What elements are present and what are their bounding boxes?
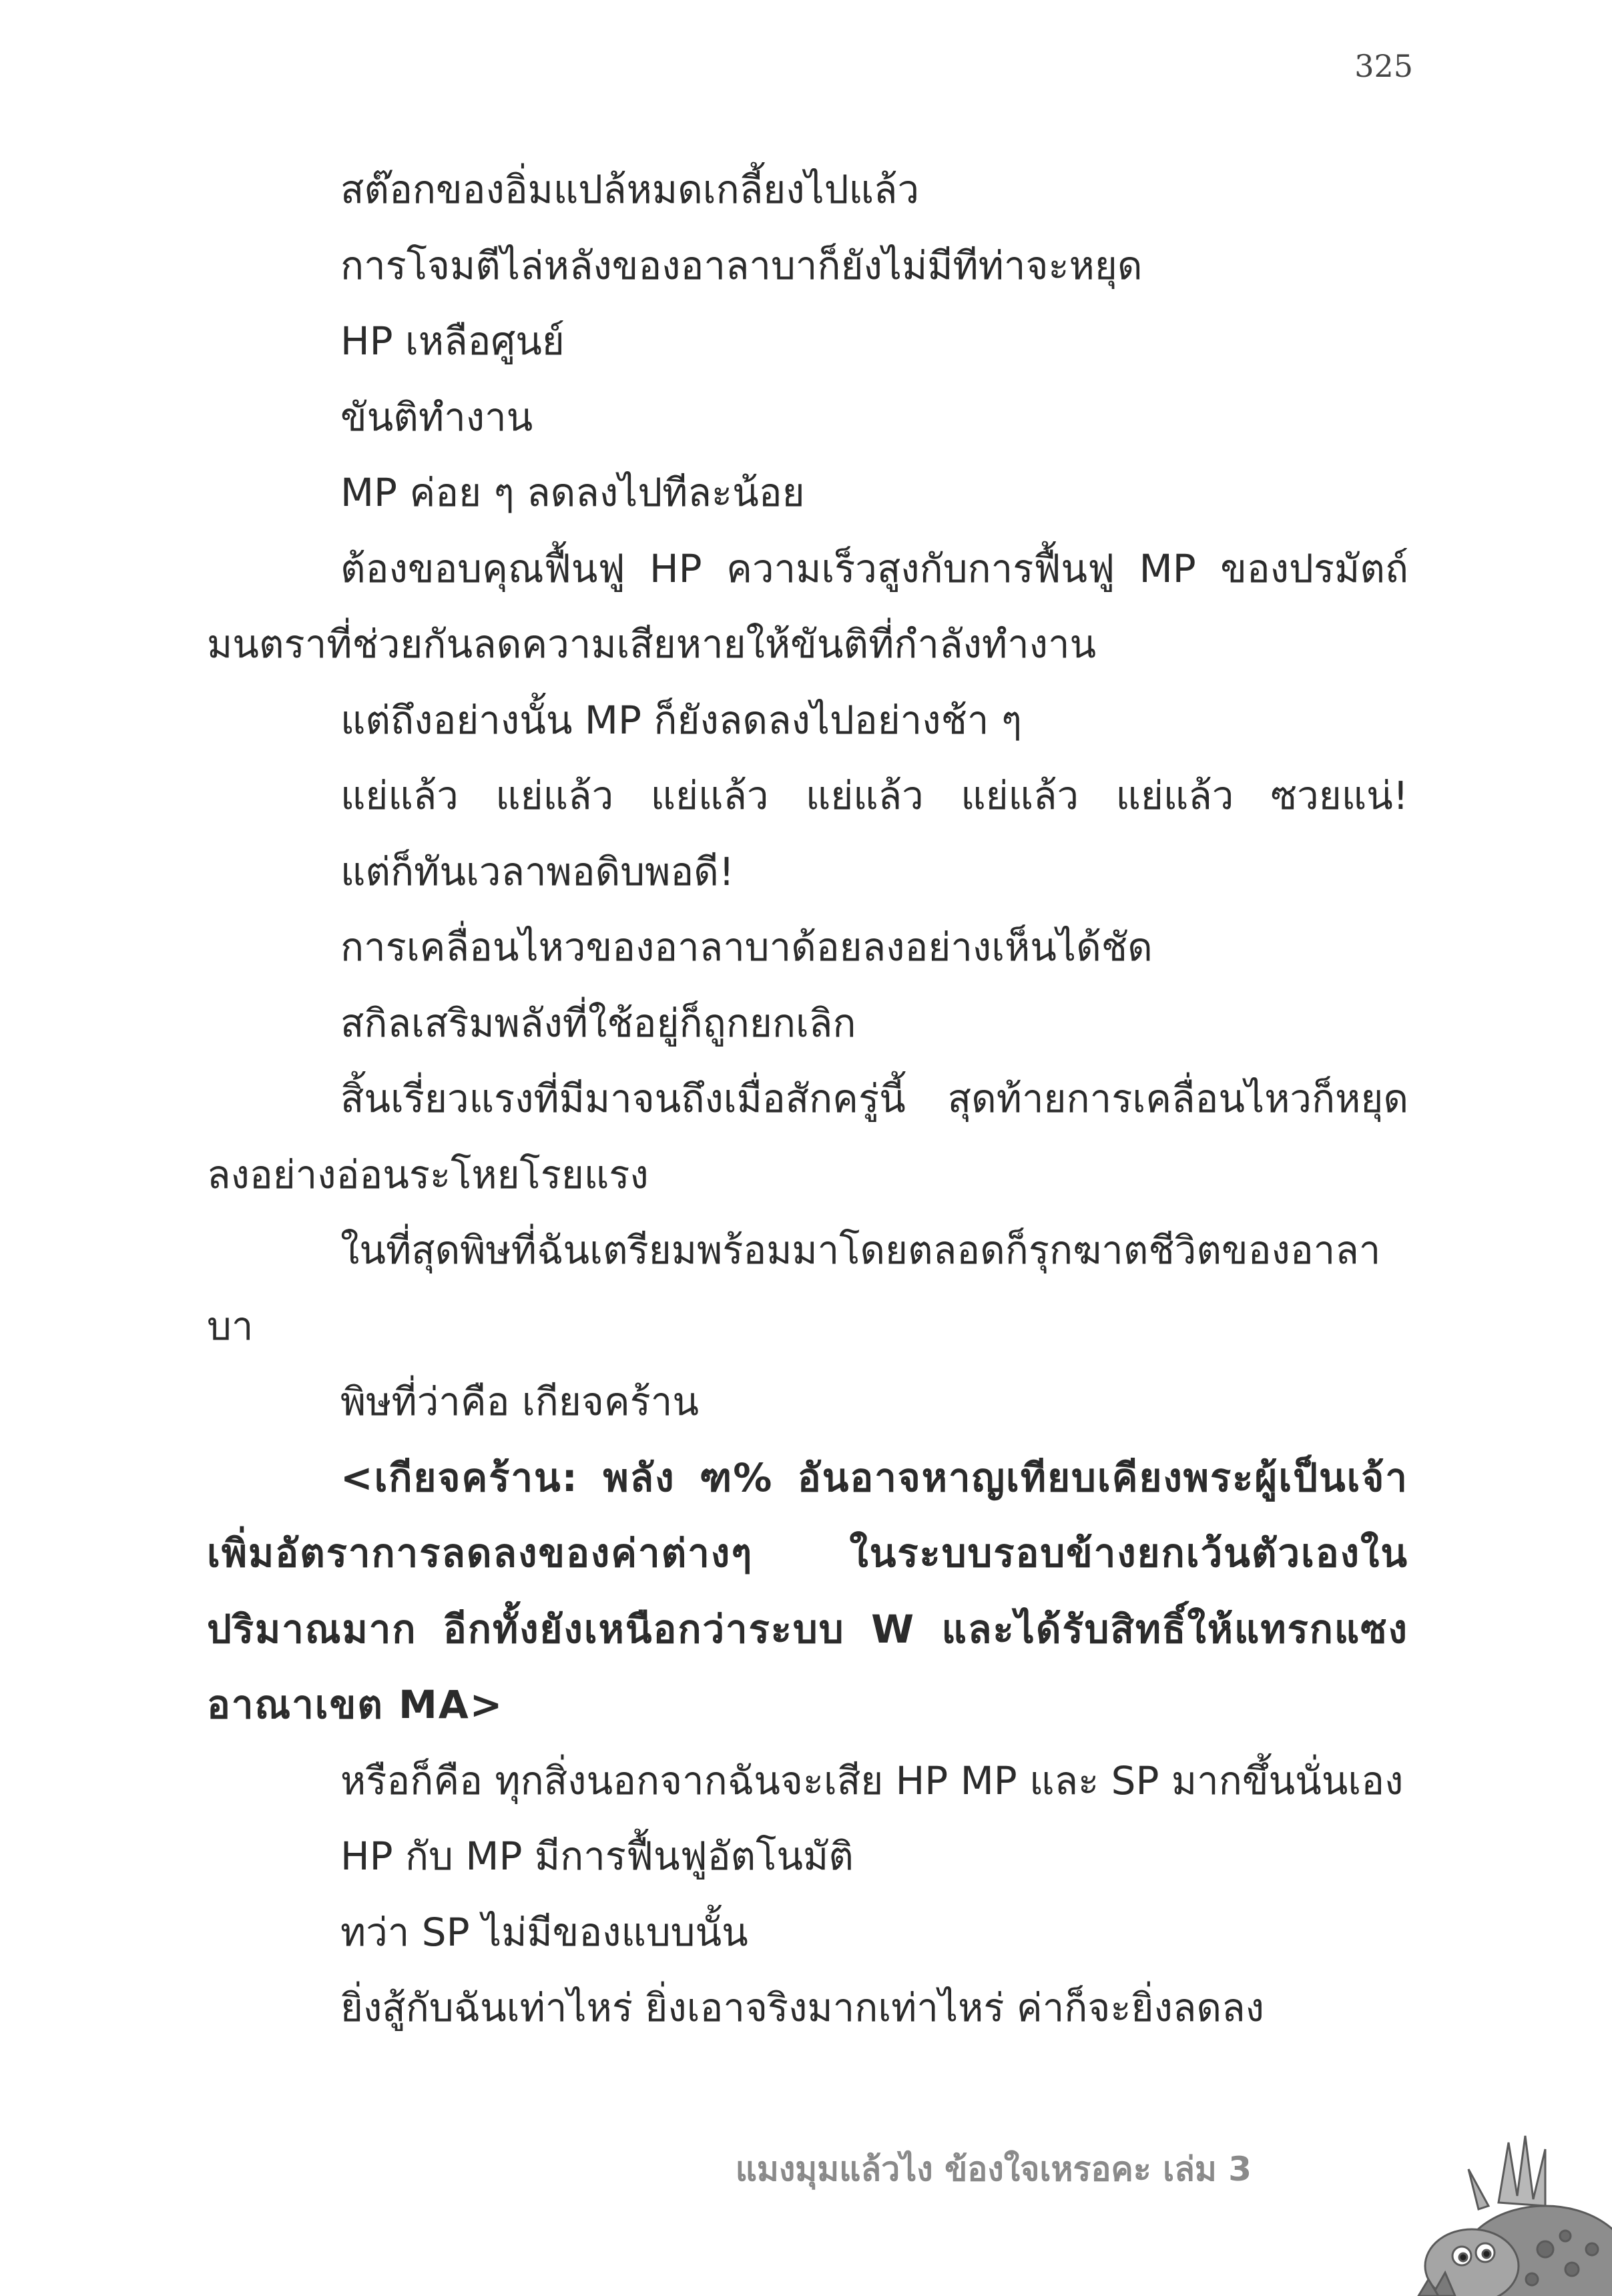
paragraph: แต่ถึงอย่างนั้น MP ก็ยังลดลงไปอย่างช้า ๆ [340,697,1023,743]
word: แย่แล้ว [805,773,924,818]
word: ซวยแน่! [1270,773,1408,818]
paragraph: สกิลเสริมพลังที่ใช้อยู่ก็ถูกยกเลิก [340,1000,856,1046]
paragraph: สิ้นเรี่ยวแรงที่มีมาจนถึงเมื่อสักครู่นี้ สุดท้ายการเคลื่อนไหวก็หยุดลงอย่างอ่อนระโหยโรยแรง [207,1076,1408,1197]
page-number: 325 [1354,48,1413,84]
paragraph: การเคลื่อนไหวของอาลาบาด้อยลงอย่างเห็นได้ชัด [340,924,1153,970]
paragraph: พิษที่ว่าคือ เกียจคร้าน [340,1379,699,1424]
paragraph: แต่ก็ทันเวลาพอดิบพอดี! [340,848,735,894]
paragraph: ต้องขอบคุณฟื้นฟู HP ความเร็วสูงกับการฟื้นฟู MP ของปรมัตถ์มนตราที่ช่วยกันลดความเสียหายให้ขันติที่กำลังทำงาน [207,545,1408,667]
word: แย่แล้ว [495,773,614,818]
word: แย่แล้ว [1115,773,1234,818]
body-text [207,152,1408,2046]
word: แย่แล้ว [650,773,769,818]
paragraph: สต๊อกของอิ่มแปล้หมดเกลี้ยงไปแล้ว [340,167,920,212]
paragraph: HP กับ MP มีการฟื้นฟูอัตโนมัติ [340,1833,854,1879]
paragraph: HP เหลือศูนย์ [340,318,565,364]
word: แย่แล้ว [340,773,459,818]
paragraph: ในที่สุดพิษที่ฉันเตรียมพร้อมมาโดยตลอดก็รุกฆาตชีวิตของอาลาบา [207,1227,1381,1349]
paragraph: ทว่า SP ไม่มีของแบบนั้น [340,1909,748,1955]
book-title-footer: แมงมุมแล้วไง ข้องใจเหรอคะ เล่ม 3 [735,2150,1252,2189]
skill-description: <เกียจคร้าน: พลัง ฑ% อันอาจหาญเทียบเคียงพระผู้เป็นเจ้า เพิ่มอัตราการลดลงของค่าต่างๆ ในระบบรอบข้างยกเว้นตัวเองในปริมาณมาก อีกทั้งยังเหนือกว่าระบบ W และได้รับสิทธิ์ให้แทรกแซงอาณาเขต MA> [207,1454,1408,1727]
paragraph: MP ค่อย ๆ ลดลงไปทีละน้อย [340,470,805,515]
spider-mascot-icon [1345,2129,1612,2296]
paragraph: หรือก็คือ ทุกสิ่งนอกจากฉันจะเสีย HP MP และ SP มากขึ้นนั่นเอง [340,1757,1404,1803]
paragraph: ยิ่งสู้กับฉันเท่าไหร่ ยิ่งเอาจริงมากเท่าไหร่ ค่าก็จะยิ่งลดลง [340,1985,1264,2030]
paragraph-spread [207,758,1408,834]
paragraph: ขันติทำงาน [340,394,533,440]
word: แย่แล้ว [961,773,1079,818]
paragraph: การโจมตีไล่หลังของอาลาบาก็ยังไม่มีทีท่าจะหยุด [340,242,1143,288]
